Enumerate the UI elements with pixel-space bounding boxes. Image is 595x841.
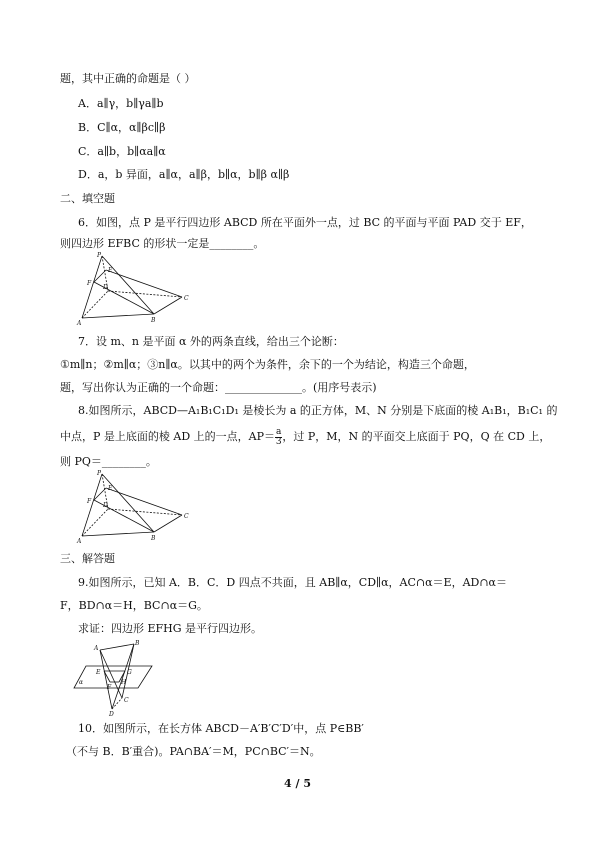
fig1-label-b: B (151, 317, 156, 324)
option-d: D．a，b 异面，a∥α，a∥β，b∥α，b∥β α∥β (78, 168, 290, 181)
fig1-label-e: E (108, 267, 113, 274)
question-8-line-3: 则 PQ＝________。 (60, 455, 157, 468)
question-9-figure (72, 638, 157, 716)
fig3-label-f: F (107, 684, 112, 691)
q8-text-before-fraction: 中点，P 是上底面的棱 AD 上的一点，AP＝ (60, 430, 275, 443)
fig3-label-e: E (96, 669, 101, 676)
question-6-line-1: 6．如图，点 P 是平行四边形 ABCD 所在平面外一点，过 BC 的平面与平面 PAD 交于 EF， (78, 216, 532, 229)
fig3-label-alpha: α (79, 679, 84, 686)
question-9-line-2: F，BD∩α＝H，BC∩α＝G。 (60, 599, 208, 612)
fig3-label-g: G (127, 669, 132, 676)
option-c: C．a∥b，b∥αa∥α (78, 145, 166, 158)
question-6-line-2: 则四边形 EFBC 的形状一定是________。 (60, 237, 265, 250)
fig1-label-a: A (77, 320, 82, 327)
option-a: A．a∥γ，b∥γa∥b (78, 97, 164, 110)
question-8-line-2 (60, 427, 550, 447)
fig2-label-b: B (151, 535, 156, 542)
question-9-line-3: 求证：四边形 EFHG 是平行四边形。 (78, 622, 263, 635)
fig3-label-h: H (121, 679, 127, 686)
option-b: B．C∥α，α∥βc∥β (78, 121, 166, 134)
fig1-label-d: D (103, 284, 108, 291)
question-continuation: 题，其中正确的命题是（ ） (60, 72, 196, 85)
fig3-label-b: B (135, 640, 140, 647)
question-7-line-1: 7．设 m、n 是平面 α 外的两条直线，给出三个论断： (78, 335, 344, 348)
fig2-label-e: E (108, 485, 113, 492)
question-7-line-2: ①m∥n；②m∥α；③n∥α。以其中的两个为条件，余下的一个为结论，构造三个命题， (60, 358, 475, 371)
fig2-label-c: C (184, 513, 189, 520)
fraction-denominator: 3 (275, 436, 282, 447)
question-7-line-3: 题，写出你认为正确的一个命题：______________。(用序号表示) (60, 381, 377, 394)
fig2-label-d: D (103, 502, 108, 509)
fraction-numerator: a (276, 426, 282, 437)
section-heading-solutions: 三、解答题 (60, 552, 115, 565)
fig2-label-a: A (77, 538, 82, 545)
q8-text-after-fraction: ，过 P，M，N 的平面交上底面于 PQ，Q 在 CD 上， (282, 430, 551, 443)
fig3-label-a: A (94, 645, 99, 652)
question-8-line-1: 8.如图所示，ABCD—A₁B₁C₁D₁ 是棱长为 a 的正方体，M、N 分别是下底面的棱 A₁B₁，B₁C₁ 的 (78, 404, 558, 417)
question-10-line-1: 10．如图所示，在长方体 ABCD－A′B′C′D′中，点 P∈BB′ (78, 722, 364, 735)
fig1-label-f: F (87, 280, 92, 287)
page-number: 4 / 5 (284, 777, 311, 790)
fig1-label-c: C (184, 295, 189, 302)
fig2-label-f: F (87, 498, 92, 505)
fig3-label-c: C (124, 697, 129, 704)
question-9-line-1: 9.如图所示，已知 A．B．C．D 四点不共面，且 AB∥α，CD∥α，AC∩α＝E，AD∩α＝ (78, 576, 507, 589)
fig1-label-p: P (97, 252, 102, 259)
question-8-figure (72, 468, 192, 546)
question-10-line-2: （不与 B．B′重合)。PA∩BA′＝M，PC∩BC′＝N。 (66, 745, 321, 758)
question-6-figure (72, 250, 192, 328)
fig2-label-p: P (97, 470, 102, 477)
section-heading-fill-in: 二、填空题 (60, 192, 115, 205)
fig3-label-d: D (109, 711, 114, 718)
